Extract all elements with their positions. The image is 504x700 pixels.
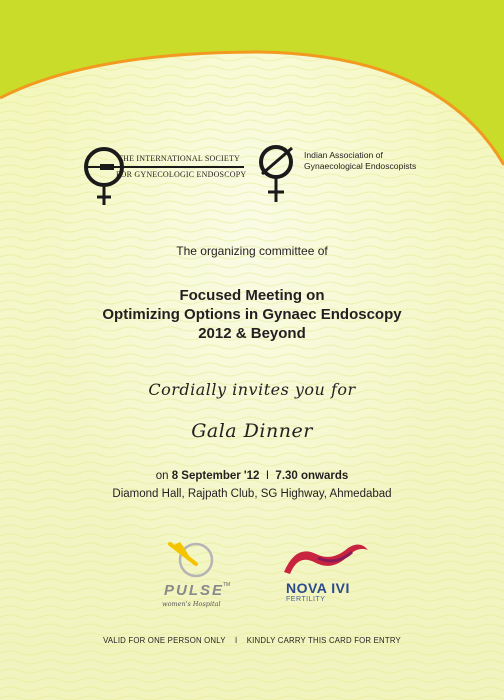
pulse-tagline: women's Hospital [162, 600, 221, 608]
venue-line: Diamond Hall, Rajpath Club, SG Highway, Ahmedabad [112, 488, 392, 500]
iage-line2: Gynaecological Endoscopists [304, 161, 417, 171]
invite-line: Cordially invites you for [148, 380, 356, 399]
isge-logo [78, 135, 253, 215]
iage-line1: Indian Association of [304, 150, 383, 160]
event-name: Gala Dinner [191, 420, 313, 442]
iage-logo [254, 138, 302, 210]
iage-emblem-icon [254, 138, 302, 210]
meeting-headline [0, 286, 504, 343]
event-date: 8 September '12 [171, 470, 260, 482]
nova-subtitle: FERTILITY [286, 596, 326, 603]
entry-note: VALID FOR ONE PERSON ONLY I KINDLY CARRY THIS CARD FOR ENTRY [103, 636, 401, 645]
nova-ivi-sponsor-logo [278, 540, 388, 610]
nova-swirl-icon [278, 540, 388, 580]
headline-line2: Optimizing Options in Gynaec Endoscopy [102, 306, 402, 323]
nova-name: NOVA IVI [286, 580, 350, 596]
date-separator: I [259, 470, 276, 482]
headline-line1: Focused Meeting on [179, 287, 325, 304]
date-prefix: on [155, 470, 172, 482]
pulse-sponsor-logo [150, 538, 260, 618]
pulse-trademark: TM [223, 582, 231, 588]
headline-line3: 2012 & Beyond [198, 325, 306, 342]
isge-line1: THE INTERNATIONAL SOCIETY [118, 154, 241, 163]
pulse-name: PULSE [164, 582, 225, 599]
organizer-line: The organizing committee of [176, 244, 328, 258]
event-time: 7.30 onwards [275, 470, 349, 482]
isge-line2: FOR GYNECOLOGIC ENDOSCOPY [116, 170, 247, 179]
date-time-line [0, 470, 504, 482]
